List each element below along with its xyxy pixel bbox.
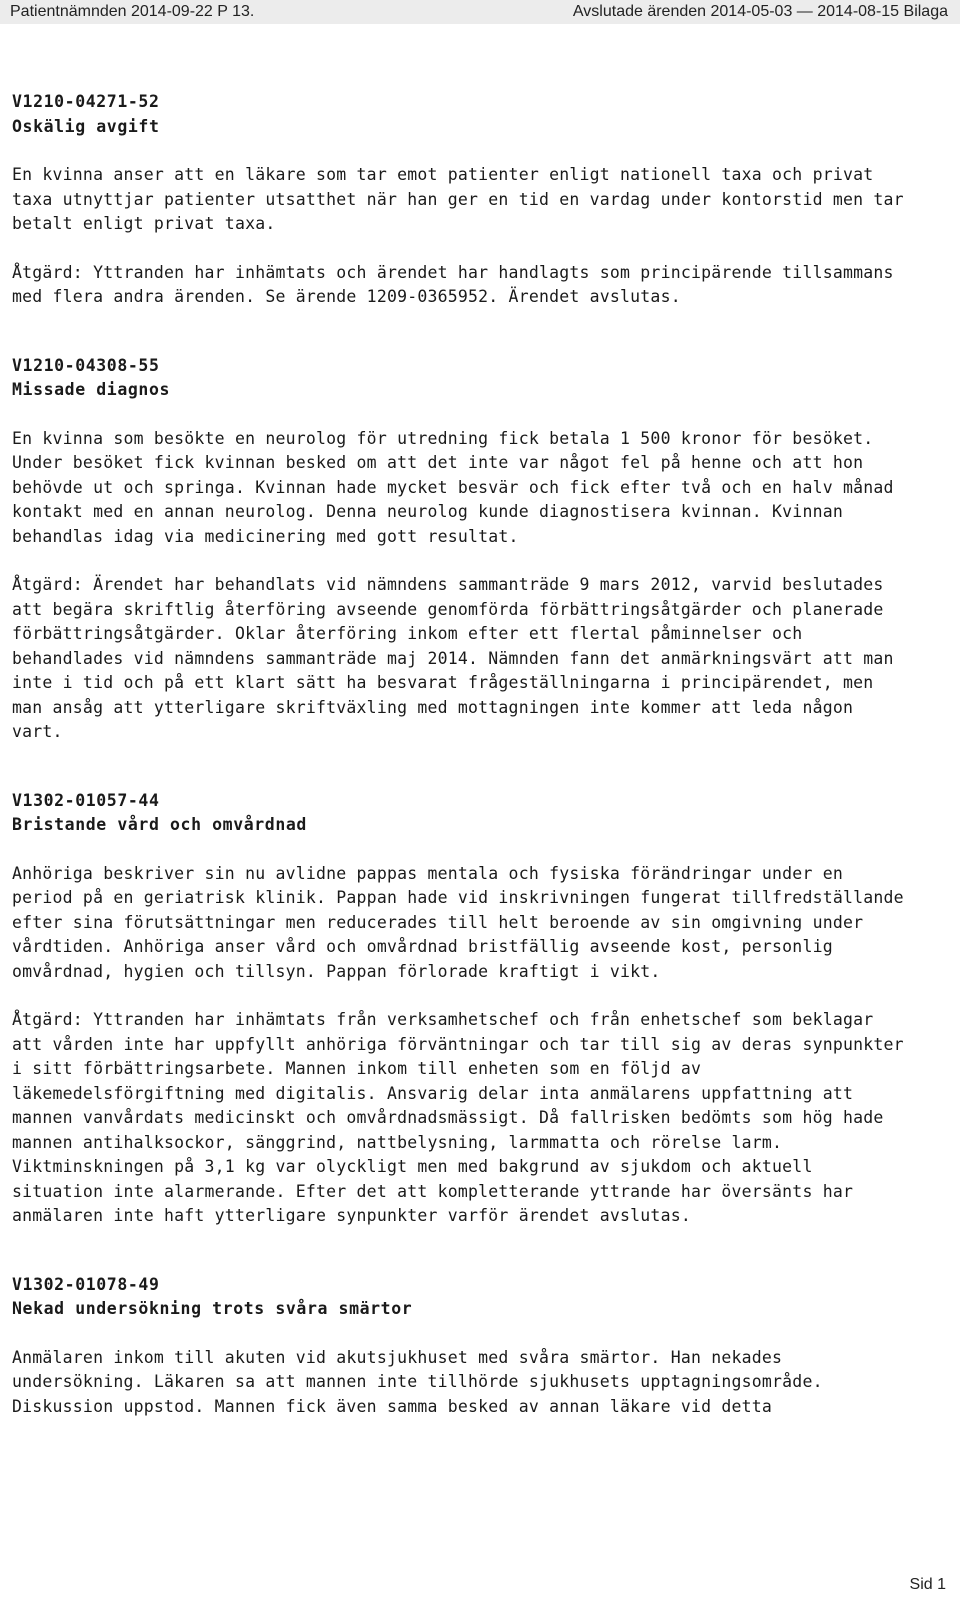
case-id: V1302-01057-44: [12, 790, 160, 810]
case-title: Nekad undersökning trots svåra smärtor: [12, 1299, 413, 1318]
case-id: V1210-04271-52: [12, 92, 160, 111]
document-body: [12, 90, 912, 1419]
case-entry: [12, 1273, 912, 1420]
case-entry: [12, 354, 912, 745]
case-action: Åtgärd: Yttranden har inhämtats från verksamhetschef och från enhetschef som beklagar att vården inte har uppfyllt anhöriga förväntningar och tar till sig av deras synpunkter i sitt förbättringsarbete. Mannen inkom till enheten som en följd av läkemedelsförgiftning med digitalis. Ansvarig delar inta anmälarens uppfattning att mannen vanvårdats medicinskt och omvårdnadsmässigt. Då fallrisken bedömts som hög hade mannen antihalksockor, sänggrind, nattbelysning, larmmatta och rörelse larm. Viktminskningen på 3,1 kg var olyckligt men med bakgrund av sjukdom och aktuell situation inte alarmerande. Efter det att kompletterande yttrande har översänts har anmälaren inte haft ytterligare synpunkter varför ärendet avslutas.: [12, 1010, 904, 1225]
case-id: V1302-01078-49: [12, 1274, 160, 1294]
case-title: Missade diagnos: [12, 380, 171, 399]
case-action: Åtgärd: Ärendet har behandlats vid nämndens sammanträde 9 mars 2012, varvid beslutades att begära skriftlig återföring avseende genomförda förbättringsåtgärder och planerade förbättringsåtgärder. Oklar återföring inkom efter ett flertal påminnelser och behandlades vid nämndens sammanträde maj 2014. Nämnden fann det anmärkningsvärt att man inte i tid och på ett klart sätt ha besvarat frågeställningarna i principärendet, men man ansåg att ytterligare skriftväxling med mottagningen inte kommer att leda någon vart.: [12, 575, 894, 741]
case-title: Oskälig avgift: [12, 116, 160, 136]
page-header: [0, 0, 960, 24]
case-description: Anmälaren inkom till akuten vid akutsjukhuset med svåra smärtor. Han nekades undersökning. Läkaren sa att mannen inte tillhörde sjukhusets upptagningsområde. Diskussion uppstod. Mannen fick även samma besked av annan läkare vid detta: [12, 1347, 823, 1416]
case-entry: [12, 789, 912, 1229]
case-entry: [12, 90, 912, 310]
header-meeting-ref: Patientnämnden 2014-09-22 P 13.: [10, 3, 255, 20]
page-number: Sid 1: [909, 1576, 946, 1593]
case-id: V1210-04308-55: [12, 355, 160, 375]
case-description: En kvinna som besökte en neurolog för utredning fick betala 1 500 kronor för besöket. Under besöket fick kvinnan besked om att det inte var något fel på henne och att hon behövde ut och springa. Kvinnan hade mycket besvär och fick efter två och en halv månad kontakt med en annan neurolog. Denna neurolog kunde diagnostisera kvinnan. Kvinnan behandlas idag via medicinering med gott resultat.: [12, 428, 894, 546]
case-description: En kvinna anser att en läkare som tar emot patienter enligt nationell taxa och privat taxa utnyttjar patienter utsatthet när han ger en tid en vardag under kontorstid men tar betalt enligt privat taxa.: [12, 165, 904, 233]
case-title: Bristande vård och omvårdnad: [12, 815, 307, 834]
case-action: Åtgärd: Yttranden har inhämtats och ärendet har handlagts som principärende tillsammans med flera andra ärenden. Se ärende 1209-0365952. Ärendet avslutas.: [12, 262, 894, 306]
header-period: Avslutade ärenden 2014-05-03 — 2014-08-15 Bilaga: [572, 3, 948, 20]
case-description: Anhöriga beskriver sin nu avlidne pappas mentala och fysiska förändringar under en period på en geriatrisk klinik. Pappan hade vid inskrivningen fungerat tillfredställande efter sina förutsättningar men reducerades till helt beroende av sin omgivning under vårdtiden. Anhöriga anser vård och omvårdnad bristfällig avseende kost, personlig omvårdnad, hygien och tillsyn. Pappan förlorade kraftigt i vikt.: [12, 863, 904, 981]
